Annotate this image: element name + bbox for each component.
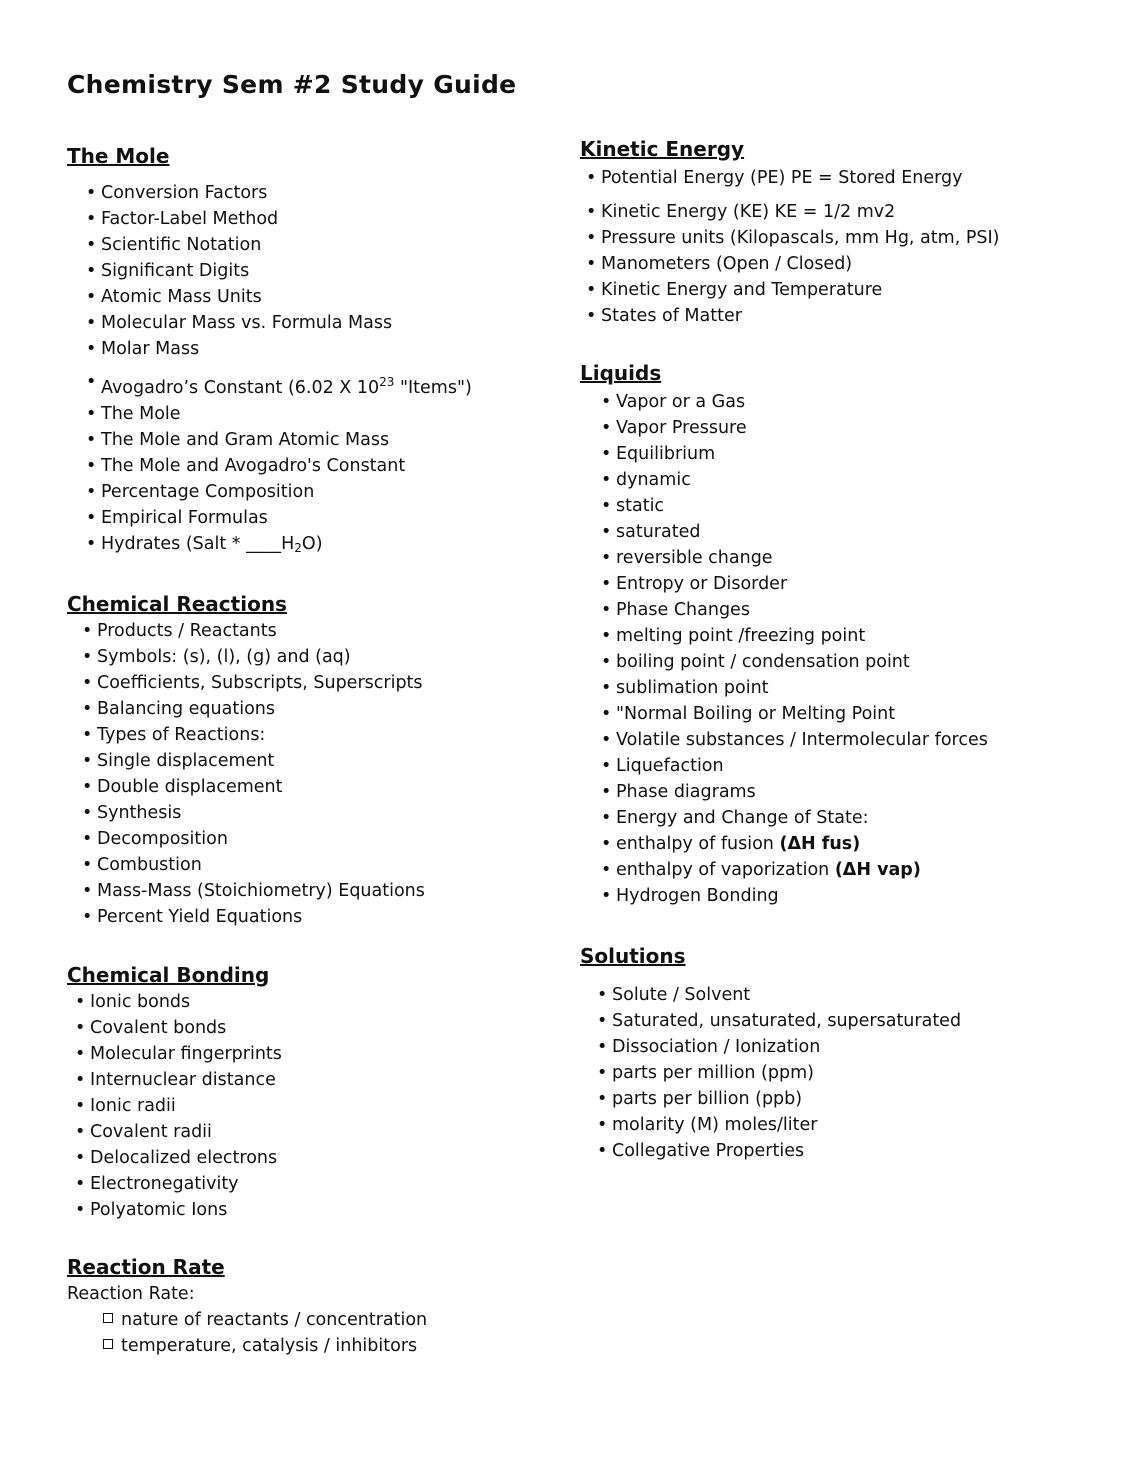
list-item: • Saturated, unsaturated, supersaturated bbox=[597, 1008, 961, 1034]
list-item: nature of reactants / concentration bbox=[103, 1307, 427, 1333]
list-item: • Volatile substances / Intermolecular forces bbox=[601, 727, 988, 753]
section-solutions bbox=[580, 944, 961, 1164]
section-heading: Chemical Bonding bbox=[67, 963, 270, 987]
list-item: • Energy and Change of State: bbox=[601, 805, 988, 831]
bullet-icon: • bbox=[597, 1063, 608, 1083]
list-item: • Mass-Mass (Stoichiometry) Equations bbox=[82, 878, 425, 904]
bullet-icon: • bbox=[597, 1037, 608, 1057]
list-item: • Liquefaction bbox=[601, 753, 988, 779]
list-item: • Equilibrium bbox=[601, 441, 988, 467]
list-item: • States of Matter bbox=[586, 303, 999, 329]
bullet-icon: • bbox=[601, 782, 612, 802]
bullet-icon: • bbox=[75, 1070, 86, 1090]
list-item: • Percent Yield Equations bbox=[82, 904, 425, 930]
bullet-icon: • bbox=[75, 1174, 86, 1194]
section-chemical-bonding bbox=[67, 963, 282, 1223]
reactions-list bbox=[67, 618, 425, 930]
list-item: • parts per billion (ppb) bbox=[597, 1086, 961, 1112]
bullet-icon: • bbox=[82, 725, 93, 745]
bullet-icon: • bbox=[601, 886, 612, 906]
list-item: • reversible change bbox=[601, 545, 988, 571]
list-item: • The Mole and Gram Atomic Mass bbox=[86, 427, 472, 453]
section-reaction-rate bbox=[67, 1255, 427, 1359]
section-heading: The Mole bbox=[67, 144, 170, 168]
reaction-rate-list bbox=[67, 1307, 427, 1359]
bullet-icon: • bbox=[586, 202, 597, 222]
bullet-icon: • bbox=[86, 261, 97, 281]
bullet-icon: • bbox=[601, 834, 612, 854]
list-item: • Internuclear distance bbox=[75, 1067, 282, 1093]
bullet-icon: • bbox=[597, 1141, 608, 1161]
list-item: • Double displacement bbox=[82, 774, 425, 800]
bonding-list bbox=[67, 989, 282, 1223]
bullet-icon: • bbox=[82, 673, 93, 693]
section-heading: Kinetic Energy bbox=[580, 137, 745, 161]
bullet-icon: • bbox=[586, 228, 597, 248]
bullet-icon: • bbox=[601, 652, 612, 672]
list-item: • Phase diagrams bbox=[601, 779, 988, 805]
bullet-icon: • bbox=[86, 456, 97, 476]
bullet-icon: • bbox=[601, 444, 612, 464]
list-item: • Synthesis bbox=[82, 800, 425, 826]
bullet-icon: • bbox=[601, 704, 612, 724]
bullet-icon: • bbox=[597, 1011, 608, 1031]
list-item: • Percentage Composition bbox=[86, 479, 472, 505]
bullet-icon: • bbox=[86, 404, 97, 424]
list-item: • Covalent radii bbox=[75, 1119, 282, 1145]
section-chemical-reactions bbox=[67, 592, 425, 930]
section-kinetic-energy bbox=[580, 137, 999, 329]
section-heading: Solutions bbox=[580, 944, 686, 968]
list-item: • Kinetic Energy (KE) KE = 1/2 mv2 bbox=[586, 199, 999, 225]
section-liquids bbox=[580, 361, 988, 909]
list-item: • Scientific Notation bbox=[86, 232, 472, 258]
bullet-icon: • bbox=[75, 992, 86, 1012]
page-title: Chemistry Sem #2 Study Guide bbox=[67, 70, 517, 99]
bullet-icon: • bbox=[586, 254, 597, 274]
bullet-icon: • bbox=[82, 699, 93, 719]
list-item: • boiling point / condensation point bbox=[601, 649, 988, 675]
bullet-icon: • bbox=[75, 1044, 86, 1064]
bullet-icon: • bbox=[86, 183, 97, 203]
section-heading: Liquids bbox=[580, 361, 662, 385]
bullet-icon: • bbox=[86, 430, 97, 450]
list-item: • Ionic radii bbox=[75, 1093, 282, 1119]
bullet-icon: • bbox=[601, 808, 612, 828]
bullet-icon: • bbox=[75, 1122, 86, 1142]
bullet-icon: • bbox=[597, 1089, 608, 1109]
bullet-icon: • bbox=[601, 756, 612, 776]
kinetic-list bbox=[580, 165, 999, 329]
list-item-hydrates: • Hydrates (Salt * $\_\_\_\_H_2O$) bbox=[86, 531, 472, 561]
bullet-icon: • bbox=[86, 209, 97, 229]
list-item: • Balancing equations bbox=[82, 696, 425, 722]
list-item: • Vapor Pressure bbox=[601, 415, 988, 441]
list-item: • Manometers (Open / Closed) bbox=[586, 251, 999, 277]
list-item: • sublimation point bbox=[601, 675, 988, 701]
bullet-icon: • bbox=[601, 626, 612, 646]
square-bullet-icon bbox=[103, 1339, 113, 1349]
list-item-enthalpy-vaporization: • enthalpy of vaporization (ΔH vap) bbox=[601, 857, 988, 883]
bullet-icon: • bbox=[601, 860, 612, 880]
reaction-rate-intro: Reaction Rate: bbox=[67, 1284, 195, 1304]
bullet-icon: • bbox=[601, 418, 612, 438]
bullet-icon: • bbox=[82, 777, 93, 797]
list-item: • Electronegativity bbox=[75, 1171, 282, 1197]
list-item: • parts per million (ppm) bbox=[597, 1060, 961, 1086]
bullet-icon: • bbox=[601, 548, 612, 568]
bullet-icon: • bbox=[86, 508, 97, 528]
list-item: • dynamic bbox=[601, 467, 988, 493]
bullet-icon: • bbox=[86, 482, 97, 502]
list-item: • Types of Reactions: bbox=[82, 722, 425, 748]
bullet-icon: • bbox=[601, 574, 612, 594]
list-item: • Conversion Factors bbox=[86, 180, 472, 206]
bullet-icon: • bbox=[75, 1200, 86, 1220]
bullet-icon: • bbox=[586, 168, 597, 188]
list-item: • Symbols: (s), (l), (g) and (aq) bbox=[82, 644, 425, 670]
list-item: • Delocalized electrons bbox=[75, 1145, 282, 1171]
bullet-icon: • bbox=[601, 496, 612, 516]
bullet-icon: • bbox=[601, 730, 612, 750]
bullet-icon: • bbox=[82, 621, 93, 641]
mole-list bbox=[67, 180, 472, 561]
list-item: • static bbox=[601, 493, 988, 519]
list-item: • Coefficients, Subscripts, Superscripts bbox=[82, 670, 425, 696]
bullet-icon: • bbox=[82, 751, 93, 771]
list-item: • Empirical Formulas bbox=[86, 505, 472, 531]
list-item-enthalpy-fusion: • enthalpy of fusion (ΔH fus) bbox=[601, 831, 988, 857]
bullet-icon: • bbox=[86, 534, 97, 554]
bullet-icon: • bbox=[86, 372, 97, 392]
list-item: • Solute / Solvent bbox=[597, 982, 961, 1008]
bullet-icon: • bbox=[86, 313, 97, 333]
list-item-avogadro: • Avogadro’s Constant (6.02 X $10^{23}$ "Items") bbox=[86, 369, 472, 401]
liquids-list bbox=[580, 389, 988, 909]
bullet-icon: • bbox=[82, 907, 93, 927]
list-item: • Products / Reactants bbox=[82, 618, 425, 644]
bullet-icon: • bbox=[601, 678, 612, 698]
list-item: • Covalent bonds bbox=[75, 1015, 282, 1041]
square-bullet-icon bbox=[103, 1313, 113, 1323]
bullet-icon: • bbox=[75, 1018, 86, 1038]
list-item: temperature, catalysis / inhibitors bbox=[103, 1333, 427, 1359]
list-item: • Potential Energy (PE) PE = Stored Energy bbox=[586, 165, 999, 191]
section-heading: Reaction Rate bbox=[67, 1255, 225, 1279]
list-item: • Decomposition bbox=[82, 826, 425, 852]
list-item: • Polyatomic Ions bbox=[75, 1197, 282, 1223]
bullet-icon: • bbox=[82, 881, 93, 901]
bullet-icon: • bbox=[601, 522, 612, 542]
list-item: • The Mole bbox=[86, 401, 472, 427]
list-item: • Phase Changes bbox=[601, 597, 988, 623]
list-item: • saturated bbox=[601, 519, 988, 545]
bullet-icon: • bbox=[597, 1115, 608, 1135]
list-item: • Kinetic Energy and Temperature bbox=[586, 277, 999, 303]
bullet-icon: • bbox=[82, 647, 93, 667]
list-item: • Entropy or Disorder bbox=[601, 571, 988, 597]
bullet-icon: • bbox=[82, 855, 93, 875]
list-item: • molarity (M) moles/liter bbox=[597, 1112, 961, 1138]
bullet-icon: • bbox=[75, 1148, 86, 1168]
solutions-list bbox=[580, 982, 961, 1164]
list-item: • Pressure units (Kilopascals, mm Hg, atm, PSI) bbox=[586, 225, 999, 251]
list-item: • Molecular fingerprints bbox=[75, 1041, 282, 1067]
section-the-mole bbox=[67, 144, 472, 561]
bullet-icon: • bbox=[601, 470, 612, 490]
bullet-icon: • bbox=[86, 287, 97, 307]
list-item: • Collegative Properties bbox=[597, 1138, 961, 1164]
bullet-icon: • bbox=[601, 392, 612, 412]
bullet-icon: • bbox=[75, 1096, 86, 1116]
list-item: • Single displacement bbox=[82, 748, 425, 774]
list-item: • Molar Mass bbox=[86, 336, 472, 362]
section-heading: Chemical Reactions bbox=[67, 592, 287, 616]
list-item: • Molecular Mass vs. Formula Mass bbox=[86, 310, 472, 336]
list-item: • Dissociation / Ionization bbox=[597, 1034, 961, 1060]
list-item: • melting point /freezing point bbox=[601, 623, 988, 649]
list-item: • "Normal Boiling or Melting Point bbox=[601, 701, 988, 727]
bullet-icon: • bbox=[82, 829, 93, 849]
list-item: • Hydrogen Bonding bbox=[601, 883, 988, 909]
bullet-icon: • bbox=[586, 306, 597, 326]
list-item: • Combustion bbox=[82, 852, 425, 878]
bullet-icon: • bbox=[597, 985, 608, 1005]
list-item: • The Mole and Avogadro's Constant bbox=[86, 453, 472, 479]
list-item: • Vapor or a Gas bbox=[601, 389, 988, 415]
bullet-icon: • bbox=[82, 803, 93, 823]
list-item: • Ionic bonds bbox=[75, 989, 282, 1015]
list-item: • Significant Digits bbox=[86, 258, 472, 284]
bullet-icon: • bbox=[601, 600, 612, 620]
list-item: • Atomic Mass Units bbox=[86, 284, 472, 310]
bullet-icon: • bbox=[86, 235, 97, 255]
bullet-icon: • bbox=[86, 339, 97, 359]
list-item: • Factor-Label Method bbox=[86, 206, 472, 232]
bullet-icon: • bbox=[586, 280, 597, 300]
